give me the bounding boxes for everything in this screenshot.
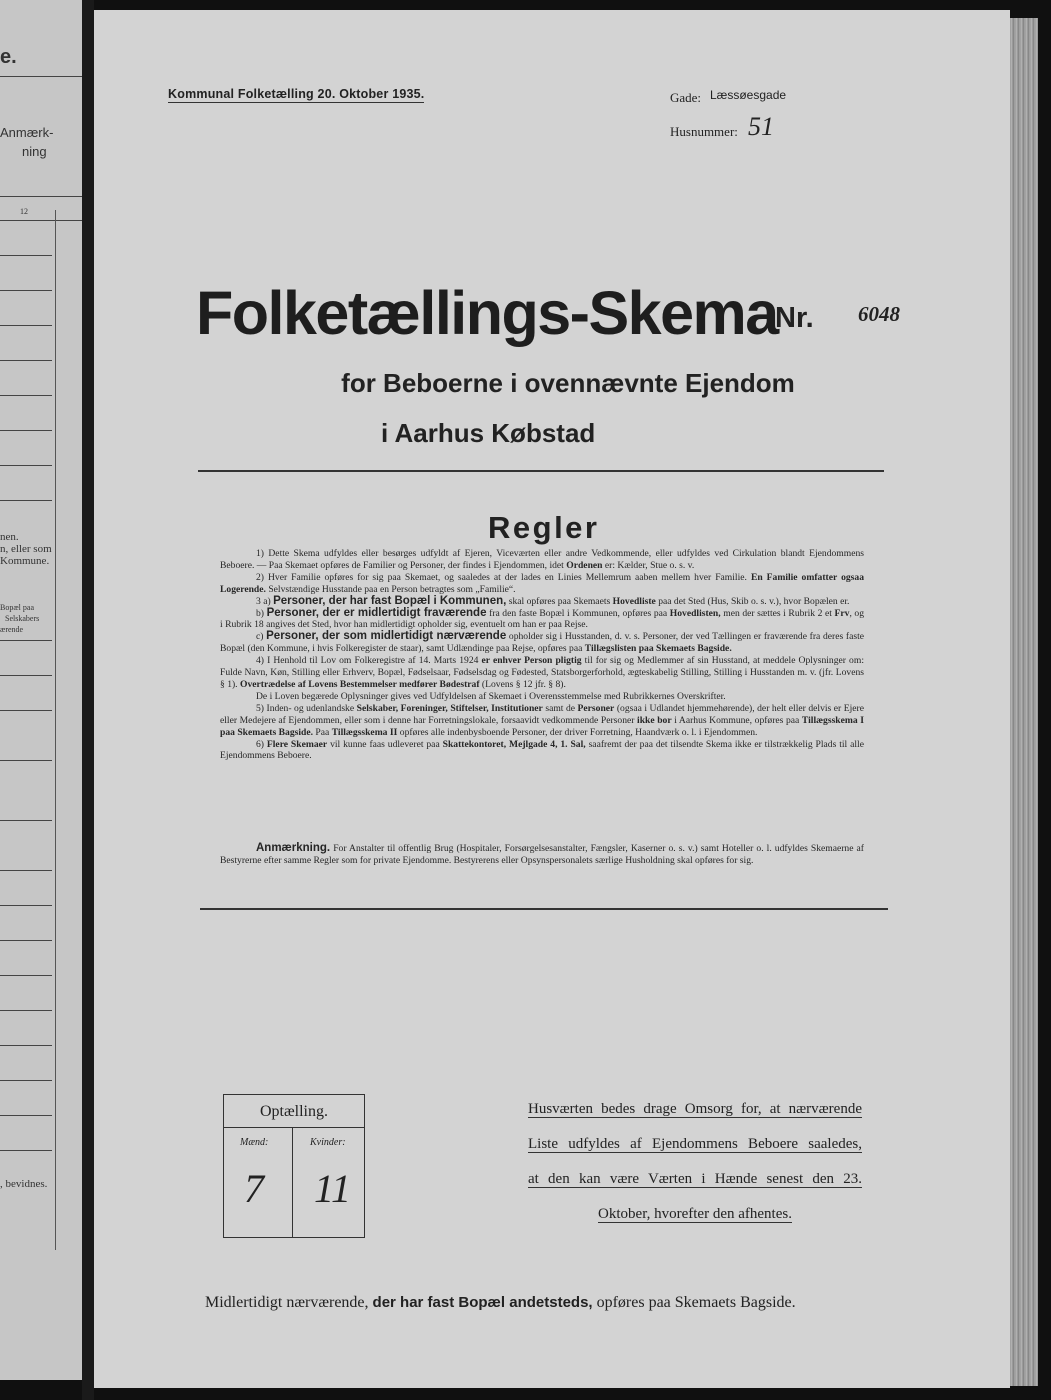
count-box [223, 1094, 365, 1238]
left-column-number: 12 [20, 207, 28, 216]
annotation-label: Anmærkning. [256, 842, 331, 854]
rule-6: 6) Flere Skemaer vil kunne faas udleveret paa Skattekontoret, Mejlgade 4, 1. Sal, saafremt der paa det tilsendte Skema ikke er tilstrækkelig Plads til alle Ejendommens Beboere. [220, 738, 864, 762]
rule-4b: De i Loven begærede Oplysninger gives ved Udfyldelsen af Skemaet i Overensstemmelse med Rubrikkernes Overskrifter. [256, 690, 726, 702]
rule-1: 1) Dette Skema udfyldes eller besørges udfyldt af Ejeren, Viceværten eller andre Vedkommende, eller udfyldes ved Cirkulation blandt Ejendommens Beboere. — Paa Skemaet opføres de Familier og Personer, der findes i Ejendommen, idet Ordenen er: Kælder, Stue o. s. v. [220, 548, 864, 571]
left-page-rule [0, 760, 52, 761]
notice-line-3: at den kan være Værten i Hænde senest den 23. [528, 1171, 862, 1187]
left-page-rule [0, 76, 82, 77]
left-page-header: e. [0, 46, 17, 68]
footer-note: Midlertidigt nærværende, der har fast Bopæl andetsteds, opføres paa Skemaets Bagside. [205, 1294, 796, 1311]
notice-line-1: Husværten bedes drage Omsorg for, at nærværende [528, 1101, 862, 1117]
left-fragment-a3: Kommune. [0, 555, 50, 567]
notice-line-2: Liste udfyldes af Ejendommens Beboere saaledes, [528, 1136, 862, 1152]
count-title: Optælling. [259, 1103, 328, 1120]
left-page-rule [0, 820, 52, 821]
left-fragment-a2: n, eller som [0, 543, 52, 555]
women-label: Kvinder: [310, 1137, 346, 1148]
left-fragment-b3: ærende [0, 625, 24, 634]
left-page-rule [0, 196, 82, 197]
men-label: Mænd: [240, 1137, 269, 1148]
street-value: Læssøesgade [710, 88, 787, 102]
form-title: Folketællings-Skema [196, 279, 778, 347]
left-column-header-1: Anmærk- [0, 125, 54, 140]
rule-3a: 3 a) Personer, der har fast Bopæl i Kommunen, skal opføres paa Skemaets Hovedliste paa det Sted (Hus, Skib o. s. v.), hvor Bopælen er. [256, 594, 850, 607]
count-box-divider [292, 1127, 293, 1237]
left-page-rule [0, 325, 52, 326]
form-number-label: Nr. [775, 302, 814, 334]
left-fragment-c: , bevidnes. [0, 1178, 48, 1190]
left-page-rule [0, 1080, 52, 1081]
form-subtitle-2: i Aarhus Købstad [381, 418, 596, 448]
left-page-rule [0, 1010, 52, 1011]
rules-divider [200, 908, 888, 910]
landlord-notice [528, 1097, 862, 1237]
left-page-rule [0, 940, 52, 941]
left-page-rule [0, 710, 52, 711]
book-spine [82, 0, 94, 1400]
left-page-rule [0, 675, 52, 676]
left-page-rule [0, 640, 52, 641]
left-page-column-divider [55, 210, 56, 1250]
left-page-rule [0, 430, 52, 431]
census-header: Kommunal Folketælling 20. Oktober 1935. [168, 87, 425, 101]
annotation-text: For Anstalter til offentlig Brug (Hospitaler, Forsørgelsesanstalter, Fængsler, Kaserner o. s. v.) samt Hoteller o. l. udfyldes Skemaerne af Bestyrerne efter samme Regler som for private Ejendomme. Bestyrerens eller Opsynspersonalets særlige Husholdning skal opføres for sig. [220, 843, 864, 866]
left-page-rule [0, 255, 52, 256]
form-number-value: 6048 [858, 302, 900, 326]
title-divider [198, 470, 884, 472]
rules-heading: Regler [488, 510, 600, 545]
rule-4: 4) I Henhold til Lov om Folkeregistre af 14. Marts 1924 er enhver Person pligtig til for sig og Medlemmer af sin Husstand, at meddele Oplysninger om: Fulde Navn, Køn, Stilling eller Erhverv, Bopæl, Fødselsaar, Fødselsdag og Fødested, Statsborgerforhold, ægteskabelig Stilling, Stilling i Husstanden m. v. (jfr. Lovens § 1). Overtrædelse af Lovens Bestemmelser medfører Bødestraf (Lovens § 12 jfr. § 8). [220, 655, 864, 690]
left-page-rule [0, 905, 52, 906]
count-box-rule [224, 1127, 364, 1128]
left-facing-page [0, 0, 82, 1380]
house-number-label: Husnummer: [670, 124, 738, 139]
left-fragment-a1: nen. [0, 531, 19, 543]
men-count: 7 [244, 1166, 264, 1211]
notice-line-4: Oktober, hvorefter den afhentes. [598, 1206, 792, 1222]
form-subtitle-1-text: for Beboerne i ovennævnte Ejendom [341, 368, 795, 398]
left-page-rule [0, 220, 82, 221]
left-page-rule [0, 290, 52, 291]
form-subtitle-1 [0, 368, 1051, 399]
house-number-value: 51 [748, 112, 774, 141]
left-page-rule [0, 1150, 52, 1151]
left-page-rule [0, 1115, 52, 1116]
rule-3c: c) Personer, der som midlertidigt nærværende opholder sig i Husstanden, d. v. s. Personer, der ved Tællingen er fraværende fra deres faste Bopæl (den Kommune, i hvis Folkeregister de staar), samt Udlændinge paa Rejse, opføres paa Tillægslisten paa Skemaets Bagside. [220, 630, 864, 655]
left-column-header-2: ning [22, 144, 47, 159]
annotation-note [220, 843, 864, 867]
left-page-rule [0, 360, 52, 361]
left-page-rule [0, 1045, 52, 1046]
rule-5: 5) Inden- og udenlandske Selskaber, Foreninger, Stiftelser, Institutioner samt de Personer (ogsaa i Udlandet hjemmehørende), der helt eller delvis er Ejere eller Medejere af Ejendommen, eller som i denne har Forretningslokale, forsaavidt vedkommende Personer ikke bor i Aarhus Kommune, opføres paa Tillægsskema I paa Skemaets Bagside. Paa Tillægsskema II opføres alle indenbysboende Personer, der driver Forretning, Haandværk o. l. i Ejendommen. [220, 702, 864, 738]
women-count: 11 [314, 1166, 352, 1211]
rules-text [220, 548, 864, 762]
left-fragment-b2: Selskabers [5, 614, 40, 623]
left-page-rule [0, 870, 52, 871]
left-page-rule [0, 500, 52, 501]
left-fragment-b1: Bopæl paa [0, 603, 34, 612]
street-label: Gade: [670, 90, 702, 105]
rule-3b: b) Personer, der er midlertidigt fraværende fra den faste Bopæl i Kommunen, opføres paa Hovedlisten, men der sættes i Rubrik 2 et Frv, og i Rubrik 18 angives det Sted, hvor han midlertidigt opholder sig, eventuelt om han er paa Rejse. [220, 606, 865, 631]
left-page-rule [0, 975, 52, 976]
left-page-rule [0, 465, 52, 466]
page-edges [1010, 18, 1038, 1386]
rule-2: 2) Hver Familie opføres for sig paa Skemaet, og saaledes at der lades en Linies Mellemrum aaben mellem hver Familie. En Familie omfatter ogsaa Logerende. Selvstændige Husstande paa en Person betragtes som „Familie“. [220, 571, 864, 595]
